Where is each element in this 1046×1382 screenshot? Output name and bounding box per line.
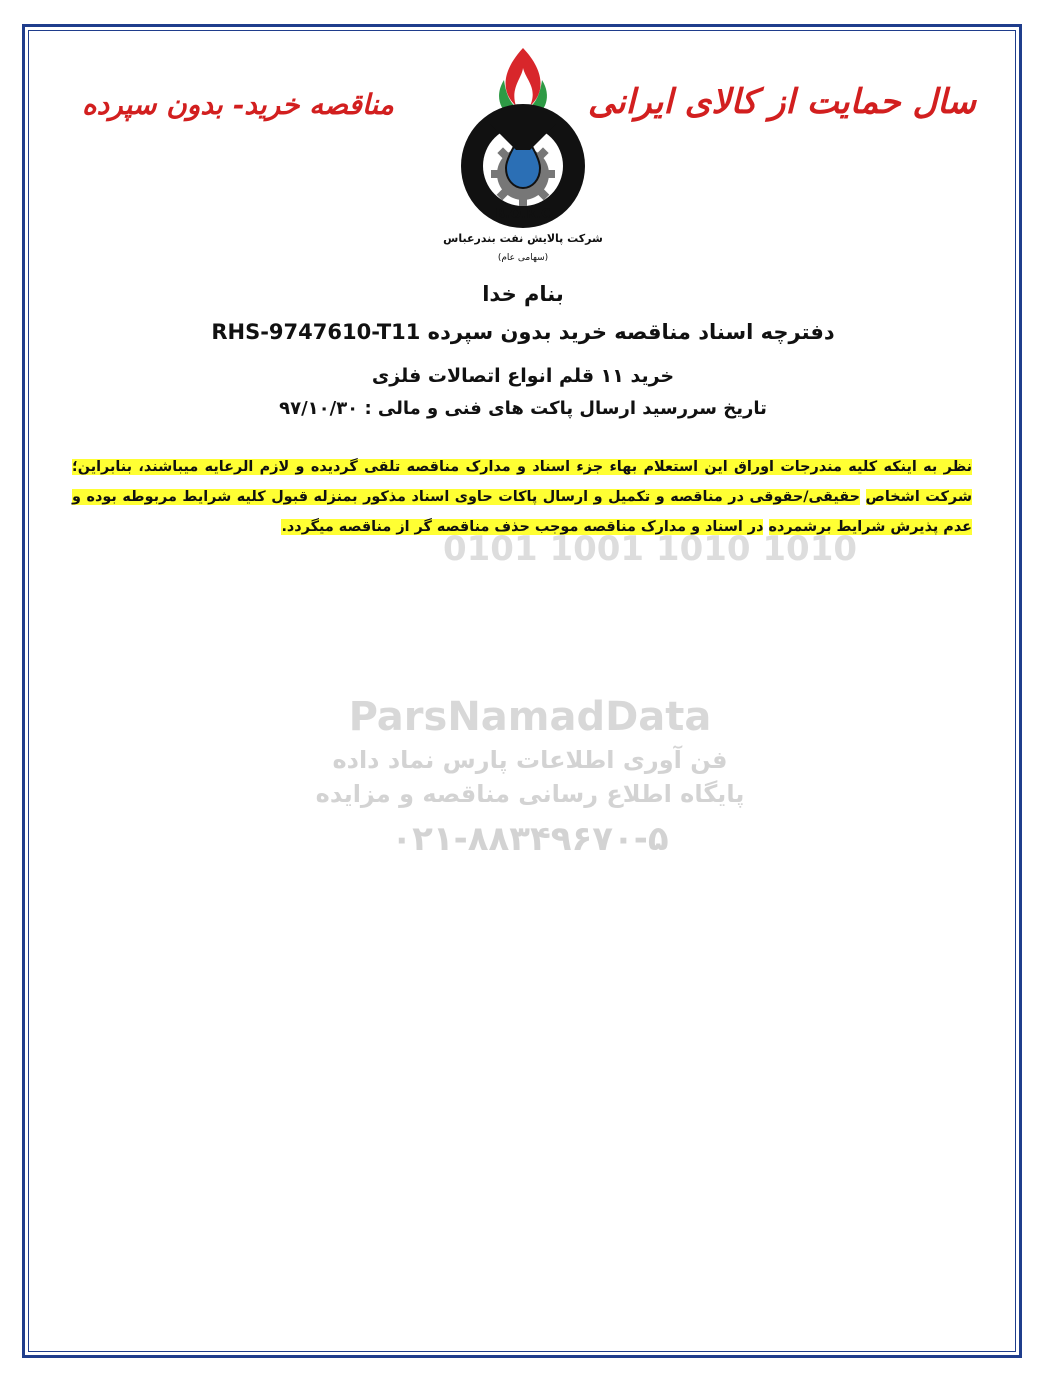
watermark-line1: فن آوری اطلاعات پارس نماد داده bbox=[332, 746, 728, 774]
tender-notice bbox=[72, 452, 972, 542]
document-title: دفترچه اسناد مناقصه خرید بدون سپرده RHS-9747610-T11 bbox=[211, 320, 835, 344]
slogan-tender-type: مناقصه خرید- بدون سپرده bbox=[82, 88, 394, 121]
logo-company-type: (سهامی عام) bbox=[497, 253, 549, 263]
refinery-photo bbox=[38, 578, 1002, 1312]
watermark-brand: ParsNamadData bbox=[348, 694, 712, 740]
company-logo bbox=[430, 38, 616, 268]
logo-company-name: شرکت پالایش نفت بندرعباس bbox=[443, 232, 603, 245]
watermark-line2: پایگاه اطلاع رسانی مناقصه و مزایده bbox=[315, 780, 745, 808]
watermark-digits: 0101 1001 1010 1010 bbox=[442, 529, 858, 569]
watermark-phone: ۰۲۱-۸۸۳۴۹۶۷۰-۵ bbox=[391, 819, 669, 859]
refinery-photo-illustration bbox=[38, 578, 1002, 1312]
logo-abbr: B.O.R.C bbox=[495, 207, 551, 222]
slogan-year: سال حمایت از کالای ایرانی bbox=[587, 82, 976, 122]
notice-line-1: نظر به اینکه کلیه مندرجات اوراق این استعلام بهاء جزء اسناد و مدارک مناقصه تلقی گردیده و لازم الرعایه میباشند، بنابراین؛ شرکت اشخاص bbox=[72, 459, 973, 505]
purchase-item: خرید ۱۱ قلم انواع اتصالات فلزی bbox=[371, 365, 675, 387]
notice-line-3: در اسناد و مدارک مناقصه موجب حذف مناقصه گر از مناقصه میگردد. bbox=[281, 519, 764, 535]
flame-red bbox=[506, 48, 541, 106]
submission-deadline: تاریخ سررسید ارسال پاکت های فنی و مالی : ۹۷/۱۰/۳۰ bbox=[279, 398, 767, 419]
bismillah-heading: بنام خدا bbox=[482, 282, 564, 306]
notice-line-2: حقیقی/حقوقی در مناقصه و تکمیل و ارسال پاکات حاوی اسناد مذکور بمنزله قبول کلیه شرایط مربوطه بوده و عدم پذیرش شرایط برشمرده bbox=[72, 489, 972, 535]
